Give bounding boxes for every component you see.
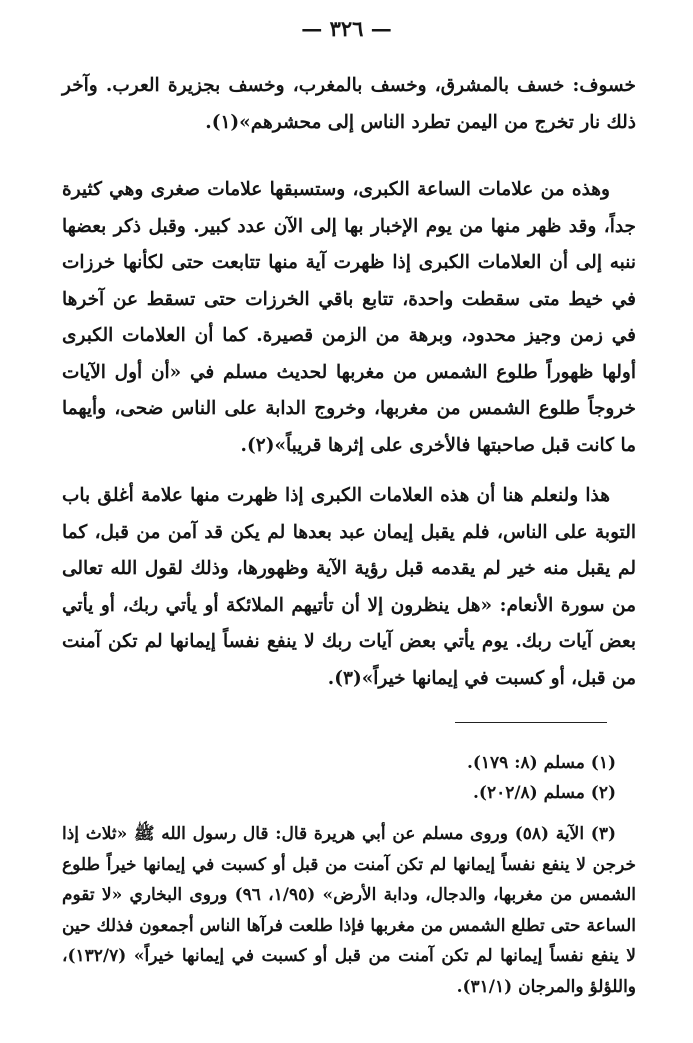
page-number: — ٣٢٦ — — [301, 16, 392, 41]
footnote: (٢) مسلم (٢٠٢/٨). — [472, 783, 616, 803]
body-paragraph: خسوف: خسف بالمشرق، وخسف بالمغرب، وخسف بجزيرة العرب. وآخر ذلك نار تخرج من اليمن تطرد الناس إلى محشرهم»(١). — [62, 75, 636, 133]
body-paragraph: وهذه من علامات الساعة الكبرى، وستسبقها علامات صغرى وهي كثيرة جداً، وقد ظهر منها من يوم الإخبار بها إلى الآن عدد كبير. وقبل ذكر بعضها ننبه إلى أن العلامات الكبرى إذا ظهرت آية منها تتابعت حتى لكأنها خرزات في خيط متى سقطت واحدة، تتابع باقي الخرزات حتى تسقط عن آخرها في زمن وجيز محدود، وبرهة من الزمن قصيرة. كما أن العلامات الكبرى أولها ظهوراً طلوع الشمس من مغربها لحديث مسلم في «أن أول الآيات خروجاً طلوع الشمس من مغربها، وخروج الدابة على الناس ضحى، وأيهما ما كانت قبل صاحبتها فالأخرى على إثرها قريباً»(٢). — [62, 179, 636, 456]
footnote-separator — [455, 722, 607, 723]
body-paragraph: هذا ولنعلم هنا أن هذه العلامات الكبرى إذا ظهرت منها علامة أغلق باب التوبة على الناس، فلم يقبل إيمان عبد بعدها لم يكن قد آمن من قبل، كما لم يقبل منه خير لم يقدمه قبل رؤية الآية وظهورها، وذلك لقول الله تعالى من سورة الأنعام: «هل ينظرون إلا أن تأتيهم الملائكة أو يأتي ربك، أو يأتي بعض آيات ربك. يوم يأتي بعض آيات ربك لا ينفع نفساً إيمانها لم تكن آمنت من قبل، أو كسبت في إيمانها خيراً»(٣). — [62, 485, 636, 689]
footnote: (٣) الآية (٥٨) وروى مسلم عن أبي هريرة قال: قال رسول الله ﷺ «ثلاث إذا خرجن لا ينفع نفساً إيمانها لم تكن آمنت من قبل أو كسبت في إيمانها خيراً طلوع الشمس من مغربها، والدجال، ودابة الأرض» (١/٩٥، ٩٦) وروى البخاري «لا تقوم الساعة حتى تطلع الشمس من مغربها فإذا طلعت فرآها الناس أجمعون فذلك حين لا ينفع نفساً إيمانها لم تكن آمنت من قبل أو كسبت في إيمانها خيراً» (١٣٢/٧)، واللؤلؤ والمرجان (٣١/١). — [62, 824, 637, 997]
footnote: (١) مسلم (٨: ١٧٩). — [466, 753, 616, 773]
